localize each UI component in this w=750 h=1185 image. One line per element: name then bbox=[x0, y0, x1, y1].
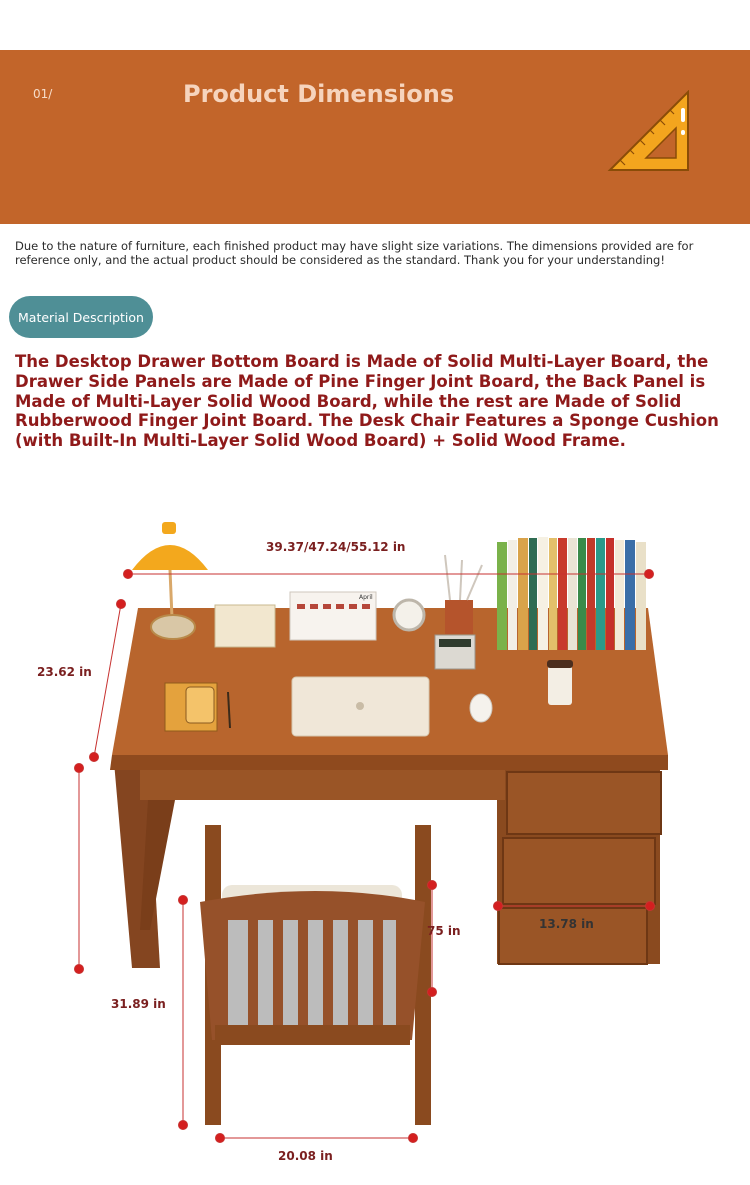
coffee-cup bbox=[547, 660, 573, 705]
material-description-badge: Material Description bbox=[9, 296, 153, 338]
pen-holder bbox=[445, 600, 473, 634]
calendar-month: April bbox=[359, 594, 373, 601]
section-number: 01/ bbox=[33, 87, 53, 101]
desk-width-label: 39.37/47.24/55.12 in bbox=[266, 540, 406, 554]
desk-chair-illustration bbox=[0, 500, 750, 1185]
depth-marker-top bbox=[117, 600, 126, 609]
chair-width-marker-left bbox=[216, 1134, 225, 1143]
drawer-marker-right bbox=[646, 902, 655, 911]
chair bbox=[200, 825, 431, 1125]
desk-top-edge bbox=[110, 755, 668, 770]
book-row bbox=[497, 537, 646, 650]
material-description-text: The Desktop Drawer Bottom Board is Made of Solid Multi-Layer Board, the Drawer Side Panels are Made of Pine Finger Joint Board, the Back Panel is Made of Multi-Layer Solid Wood Board, while the rest are Made of Solid Rubberwood Finger Joint Board. The Desk Chair Features a Sponge Cushion (with Built-In Multi-Layer Solid Wood Board) + Solid Wood Frame. bbox=[15, 352, 719, 451]
phone bbox=[186, 687, 214, 723]
page-title: Product Dimensions bbox=[183, 80, 455, 108]
height-marker-bottom bbox=[75, 965, 84, 974]
drawer-middle bbox=[503, 838, 655, 904]
chair-seat-marker-bottom bbox=[428, 988, 437, 997]
tissue-box bbox=[215, 605, 275, 647]
drawer-top bbox=[507, 772, 661, 834]
alarm-clock bbox=[394, 600, 424, 630]
chair-width-marker-right bbox=[409, 1134, 418, 1143]
chair-height-marker-bottom bbox=[179, 1121, 188, 1130]
mouse bbox=[470, 694, 492, 722]
desk-height-label: 31.89 in bbox=[111, 997, 166, 1011]
width-marker-left bbox=[124, 570, 133, 579]
drawer-width-label: 13.78 in bbox=[539, 917, 594, 931]
height-marker-top bbox=[75, 764, 84, 773]
chair-seat-marker-top bbox=[428, 881, 437, 890]
chair-seat-height-label: 75 in bbox=[427, 924, 461, 938]
width-marker-right bbox=[645, 570, 654, 579]
depth-marker-bottom bbox=[90, 753, 99, 762]
desk-apron bbox=[140, 766, 505, 800]
size-variation-note: Due to the nature of furniture, each finished product may have slight size variations. The dimensions provided are for reference only, and the actual product should be considered as the standard. Thank you for your understanding! bbox=[15, 239, 694, 267]
chair-height-marker-top bbox=[179, 896, 188, 905]
set-square-ruler-icon bbox=[606, 90, 692, 174]
drawer-marker-left bbox=[494, 902, 503, 911]
desk-depth-label: 23.62 in bbox=[37, 665, 92, 679]
chair-width-label: 20.08 in bbox=[278, 1149, 333, 1163]
